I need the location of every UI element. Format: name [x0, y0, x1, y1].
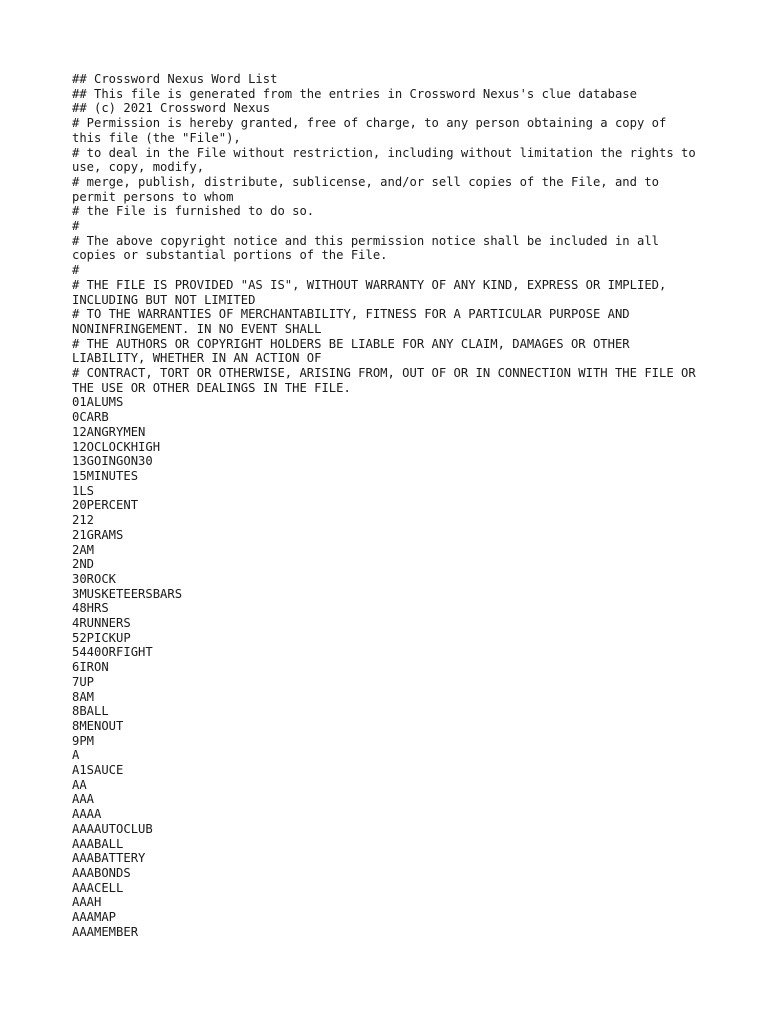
- license-header: [72, 72, 702, 395]
- word-entry: AAA: [72, 792, 95, 807]
- header-line: ## Crossword Nexus Word List: [72, 72, 278, 86]
- word-entry: 21GRAMS: [72, 527, 124, 542]
- word-entry: AAAH: [72, 895, 102, 910]
- word-entry: 52PICKUP: [72, 630, 131, 645]
- word-list: [72, 395, 702, 939]
- header-line: # THE FILE IS PROVIDED "AS IS", WITHOUT WARRANTY OF ANY KIND, EXPRESS OR IMPLIED, INCLUDING BUT NOT LIMITED: [72, 277, 674, 307]
- word-entry: 12OCLOCKHIGH: [72, 439, 161, 454]
- word-entry: AAAA: [72, 807, 102, 822]
- word-entry: 212: [72, 513, 95, 528]
- word-entry: 15MINUTES: [72, 468, 139, 483]
- word-entry: 7UP: [72, 674, 95, 689]
- word-entry: 9PM: [72, 733, 95, 748]
- word-entry: AAAMEMBER: [72, 924, 139, 939]
- word-entry: AAABALL: [72, 836, 124, 851]
- word-entry: AA: [72, 777, 87, 792]
- word-entry: 4RUNNERS: [72, 616, 131, 631]
- word-entry: AAAMAP: [72, 910, 117, 925]
- word-entry: 3MUSKETEERSBARS: [72, 586, 183, 601]
- word-entry: 20PERCENT: [72, 498, 139, 513]
- header-line: # CONTRACT, TORT OR OTHERWISE, ARISING FROM, OUT OF OR IN CONNECTION WITH THE FILE OR THE USE OR OTHER DEALINGS IN THE FILE.: [72, 366, 704, 395]
- word-entry: 8AM: [72, 689, 95, 704]
- word-entry: AAAAUTOCLUB: [72, 821, 153, 836]
- word-entry: 30ROCK: [72, 571, 117, 586]
- header-line: # merge, publish, distribute, sublicense, and/or sell copies of the File, and to permit persons to whom: [72, 174, 667, 204]
- word-list-document: [72, 72, 702, 939]
- word-entry: 2ND: [72, 557, 95, 572]
- header-line: # THE AUTHORS OR COPYRIGHT HOLDERS BE LIABLE FOR ANY CLAIM, DAMAGES OR OTHER LIABILITY, WHETHER IN AN ACTION OF: [72, 336, 637, 366]
- word-entry: 5440ORFIGHT: [72, 645, 153, 660]
- header-line: ## (c) 2021 Crossword Nexus: [72, 101, 271, 116]
- word-entry: 6IRON: [72, 660, 109, 675]
- header-line: ## This file is generated from the entries in Crossword Nexus's clue database: [72, 86, 637, 101]
- word-entry: 1LS: [72, 483, 95, 498]
- word-entry: 13GOINGON30: [72, 454, 153, 469]
- word-entry: 0CARB: [72, 410, 109, 425]
- header-line: #: [72, 219, 80, 234]
- word-entry: AAACELL: [72, 880, 124, 895]
- word-entry: 2AM: [72, 542, 95, 557]
- header-line: #: [72, 263, 80, 278]
- word-entry: 8MENOUT: [72, 718, 124, 733]
- header-line: # Permission is hereby granted, free of charge, to any person obtaining a copy of this file (the "File"),: [72, 116, 674, 145]
- word-entry: A: [72, 748, 80, 763]
- header-line: # to deal in the File without restriction, including without limitation the rights to use, copy, modify,: [72, 145, 704, 175]
- word-entry: 01ALUMS: [72, 395, 124, 410]
- word-entry: 12ANGRYMEN: [72, 424, 146, 439]
- word-entry: AAABONDS: [72, 865, 131, 880]
- word-entry: 48HRS: [72, 601, 109, 616]
- header-line: # The above copyright notice and this permission notice shall be included in all copies or substantial portions of the File.: [72, 233, 667, 263]
- word-entry: 8BALL: [72, 704, 109, 719]
- header-line: # the File is furnished to do so.: [72, 204, 315, 219]
- word-entry: A1SAUCE: [72, 763, 124, 778]
- header-line: # TO THE WARRANTIES OF MERCHANTABILITY, FITNESS FOR A PARTICULAR PURPOSE AND NONINFRINGEMENT. IN NO EVENT SHALL: [72, 307, 637, 336]
- word-entry: AAABATTERY: [72, 851, 146, 866]
